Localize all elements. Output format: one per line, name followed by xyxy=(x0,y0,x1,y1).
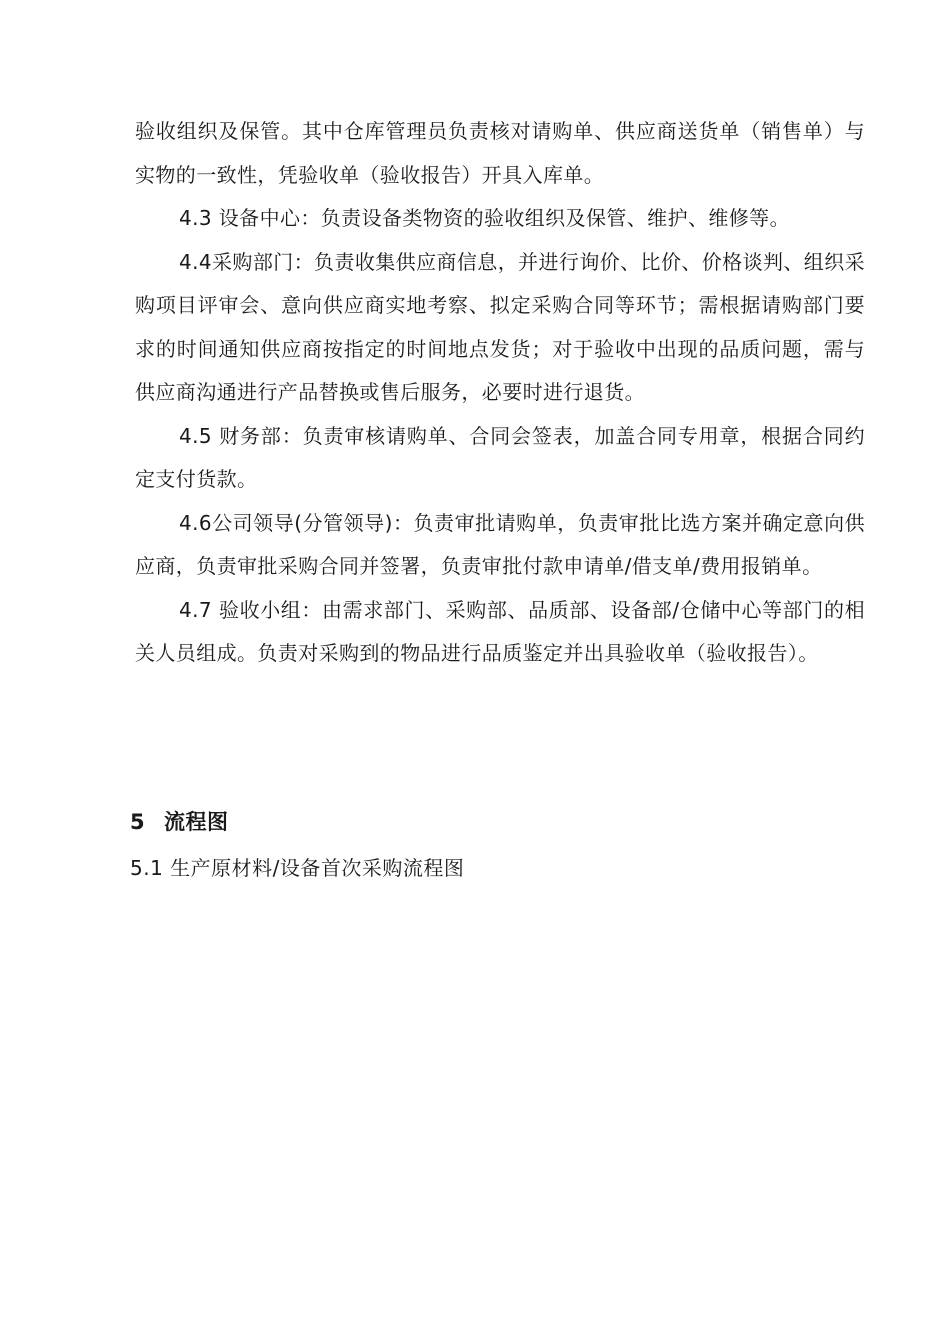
section-number: 5 xyxy=(130,810,146,834)
section-heading xyxy=(130,806,229,836)
paragraph-4-3-equipment-center: 4.3 设备中心：负责设备类物资的验收组织及保管、维护、维修等。 xyxy=(179,206,790,230)
paragraph-4-6-company-leadership: 4.6公司领导(分管领导)：负责审批请购单，负责审批比选方案并确定意向供应商，负责审批采购合同并签署，负责审批付款申请单/借支单/费用报销单。 xyxy=(135,510,865,578)
paragraph-4-7-acceptance-team: 4.7 验收小组：由需求部门、采购部、品质部、设备部/仓储中心等部门的相关人员组成。负责对采购到的物品进行品质鉴定并出具验收单（验收报告）。 xyxy=(135,597,865,665)
paragraph-4-5-finance-department: 4.5 财务部：负责审核请购单、合同会签表，加盖合同专用章，根据合同约定支付货款。 xyxy=(135,423,865,491)
paragraph-warehouse-acceptance: 验收组织及保管。其中仓库管理员负责核对请购单、供应商送货单（销售单）与实物的一致性，凭验收单（验收报告）开具入库单。 xyxy=(135,119,865,187)
paragraph-4-4-purchasing-department: 4.4采购部门：负责收集供应商信息，并进行询价、比价、价格谈判、组织采购项目评审会、意向供应商实地考察、拟定采购合同等环节；需根据请购部门要求的时间通知供应商按指定的时间地点发货；对于验收中出现的品质问题，需与供应商沟通进行产品替换或售后服务，必要时进行退货。 xyxy=(135,249,865,404)
subsection-heading: 5.1 生产原材料/设备首次采购流程图 xyxy=(130,856,465,880)
section-title: 流程图 xyxy=(164,810,229,834)
body-text xyxy=(135,110,865,676)
